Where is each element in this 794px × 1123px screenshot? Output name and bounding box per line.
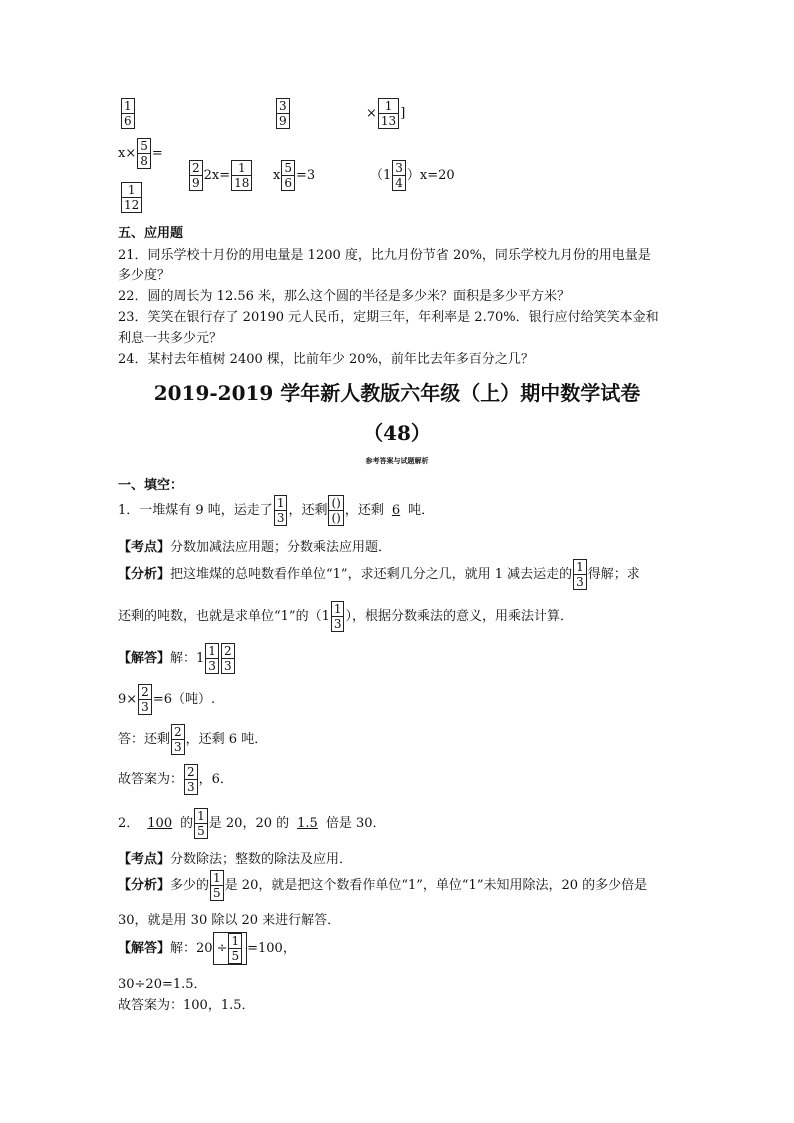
q2-final: 故答案为：100，1.5． xyxy=(118,998,255,1013)
answer-subtitle: 参考答案与试题解析 xyxy=(365,456,429,465)
question-23: 23．笑笑在银行存了 20190 元人民币，定期三年，年利率是 2.70%．银行应付给笑笑本金和 xyxy=(118,310,659,325)
q1-final: 故答案为： $\frac{2}{3}$ ，6． xyxy=(118,765,233,794)
q2-statement: 2． 100 的 $\frac{1}{5}$ 是 20，20 的 1.5 倍是 30． xyxy=(118,809,386,838)
answer-blank: 100 xyxy=(147,816,173,831)
question-21: 21．同乐学校十月份的用电量是 1200 度，比九月份节省 20%，同乐学校九月份的用电量是 xyxy=(118,248,651,263)
q1-calc: 9× $\frac{2}{3}$ =6（吨）. xyxy=(118,685,216,714)
question-21-cont: 多少度？ xyxy=(118,268,171,283)
equation-x-5-6: x $\frac{5}{6}$ =3 xyxy=(273,161,316,190)
q1-kaodian: 【考点】分数加减法应用题；分数乘法应用题． xyxy=(118,540,392,555)
q2-calc: 30÷20=1.5． xyxy=(118,977,207,992)
q1-statement: 1．一堆煤有 9 吨，运走了 $\frac{1}{3}$ ，还剩 $\frac{()}{()}$ ，还剩 6 吨． xyxy=(118,496,435,525)
q2-kaodian: 【考点】分数除法；整数的除法及应用． xyxy=(118,852,353,867)
q1-fenxi-cont: 还剩的吨数，也就是求单位“1”的（1 $\frac{1}{3}$ ），根据分数乘法的意义，用乘法计算． xyxy=(118,602,573,631)
answer-blank: 6 xyxy=(391,503,401,518)
fraction: $\frac{1}{3}$ xyxy=(274,495,288,526)
section-heading-applied: 五、应用题 xyxy=(118,226,184,241)
question-23-cont: 利息一共多少元？ xyxy=(118,331,223,346)
exam-title-number: （48） xyxy=(363,421,431,445)
fraction-1-12: $\frac{1}{12}$ xyxy=(120,182,143,213)
expr-x-times-5-8: x× $\frac{5}{8}$ = xyxy=(118,139,163,168)
q1-fenxi: 【分析】把这堆煤的总吨数看作单位“1”，求还剩几分之几，就用 1 减去运走的 $\frac{1}{3}$ 得解；求 xyxy=(118,560,640,589)
q1-answer: 答：还剩 $\frac{2}{3}$ ，还剩 6 吨． xyxy=(118,725,268,754)
part-heading-fill: 一、填空： xyxy=(118,478,184,493)
fraction-3-9: $\frac{3}{9}$ xyxy=(275,98,291,129)
question-22: 22．圆的周长为 12.56 米，那么这个圆的半径是多少米？面积是多少平方米？ xyxy=(118,289,571,304)
answer-blank: 1.5 xyxy=(297,816,318,831)
equation-2-9: $\frac{2}{9}$ 2x= $\frac{1}{18}$ xyxy=(188,160,253,191)
q2-jieda: 【解答】解：20 ÷ $\frac{1}{5}$ =100， xyxy=(118,934,296,963)
fraction-1-13: × $\frac{1}{13}$ ] xyxy=(366,99,406,128)
fraction-1-6: $\frac{1}{6}$ xyxy=(120,98,136,129)
q2-fenxi: 【分析】多少的 $\frac{1}{5}$ 是 20，就是把这个数看作单位“1”，单位“1”未知用除法，20 的多少倍是 xyxy=(118,871,648,900)
equation-1-3-4: （1 $\frac{3}{4}$ ）x=20 xyxy=(370,161,455,190)
q1-jieda: 【解答】解：1 $\frac{1}{3}$ $\frac{2}{3}$ xyxy=(118,643,236,674)
question-24: 24．某村去年植树 2400 棵，比前年少 20%，前年比去年多百分之几？ xyxy=(118,352,534,367)
q2-fenxi-cont: 30，就是用 30 除以 20 来进行解答． xyxy=(118,913,341,928)
exam-title: 2019-2019 学年新人教版六年级（上）期中数学试卷 xyxy=(153,381,641,405)
